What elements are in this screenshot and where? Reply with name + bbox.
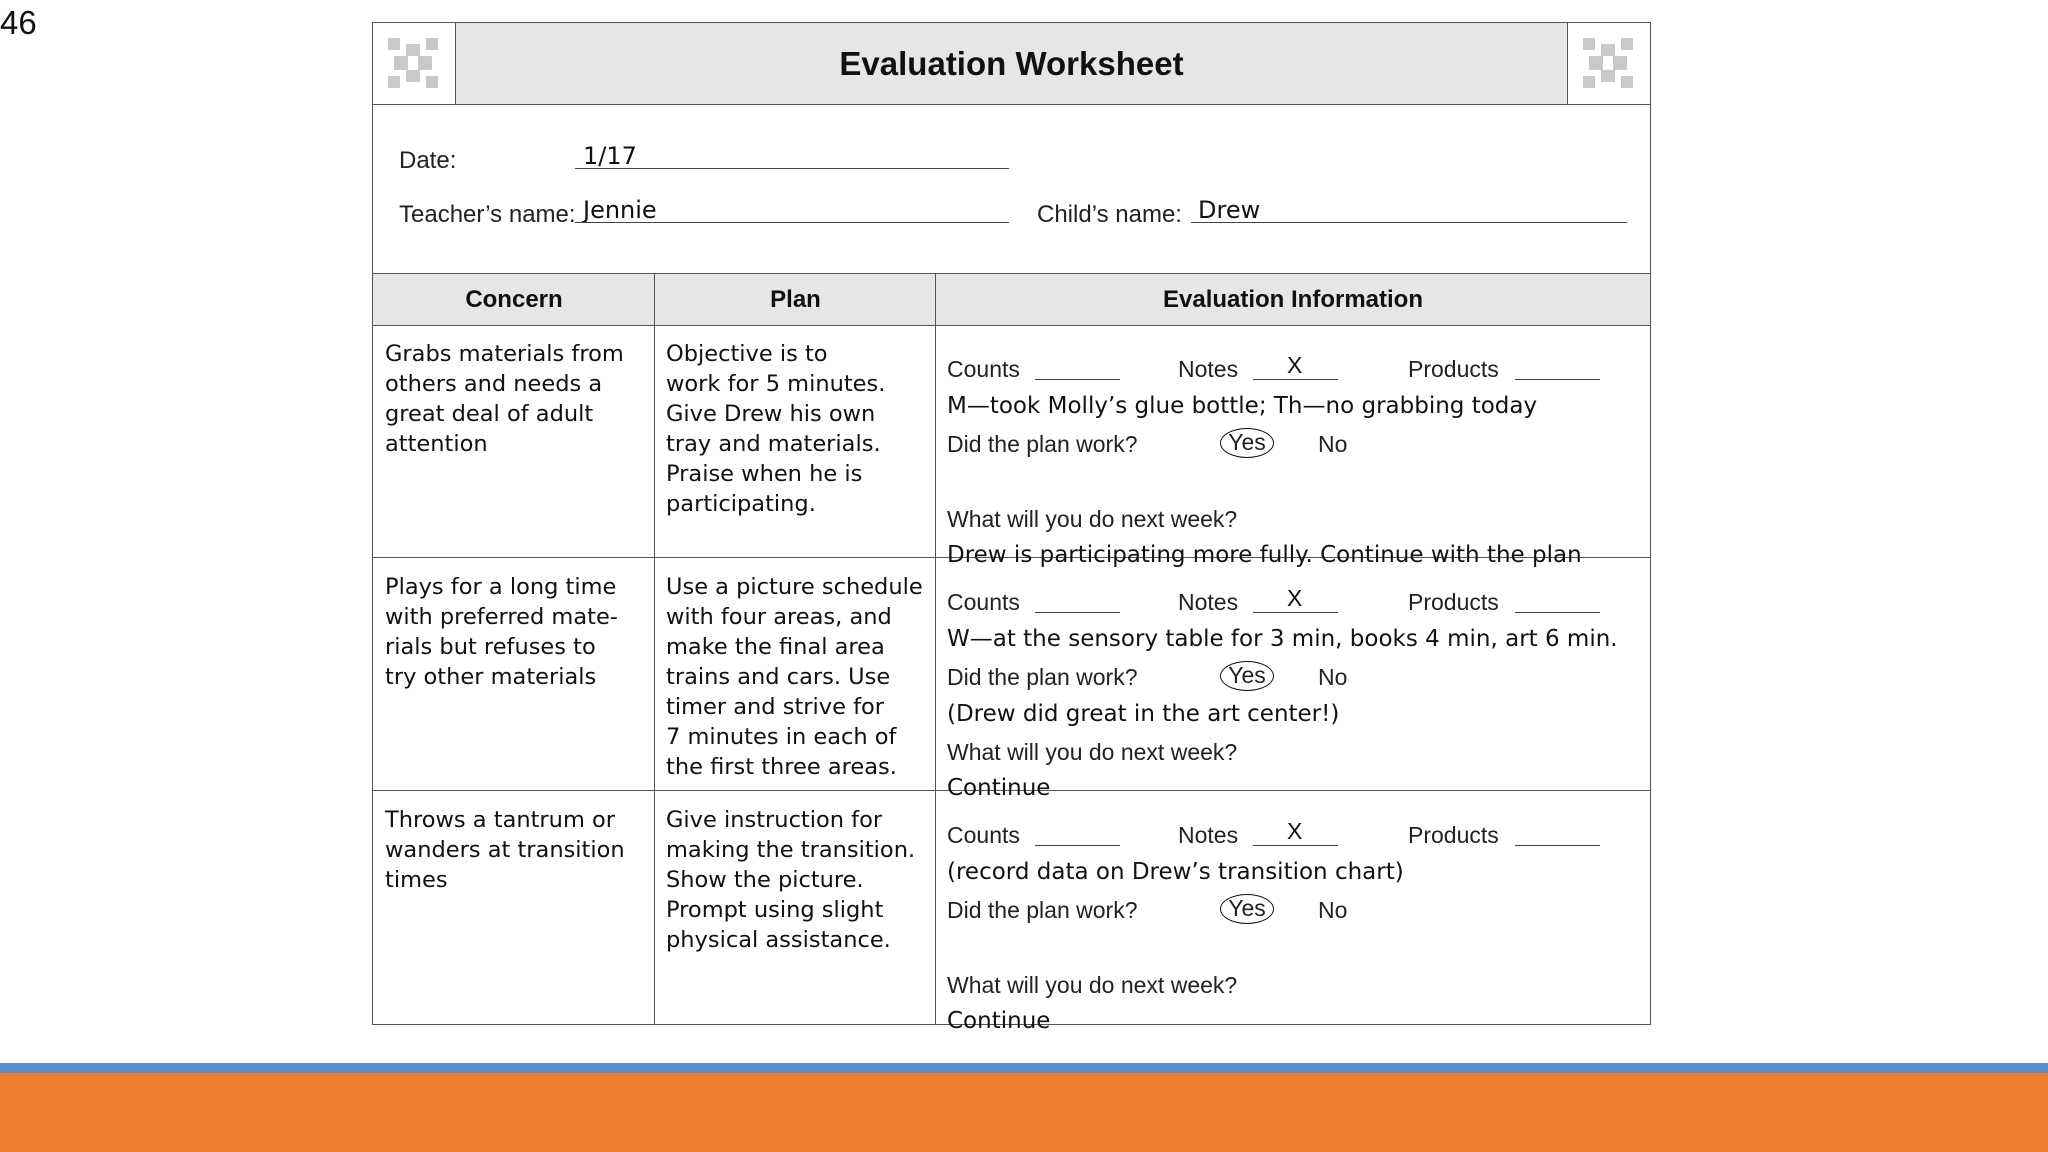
date-underline bbox=[575, 168, 1009, 169]
row3-concern: Throws a tantrum or wanders at transition times bbox=[385, 807, 625, 893]
date-value: 1/17 bbox=[583, 142, 637, 170]
row3-products-line bbox=[1515, 845, 1600, 846]
row3-counts-line bbox=[1035, 845, 1120, 846]
row2-counts-label: Counts bbox=[947, 589, 1020, 615]
row3-no: No bbox=[1318, 897, 1348, 923]
row1-next-week-answer: Drew is participating more fully. Continue with the plan bbox=[947, 542, 1582, 568]
row3-plan: Give instruction for making the transition. Show the picture. Prompt using slight physical assistance. bbox=[666, 807, 916, 953]
row3-notes-mark: X bbox=[1287, 818, 1303, 844]
column-divider bbox=[935, 273, 936, 1024]
slide-number: 46 bbox=[0, 4, 37, 41]
row3-yes-circled: Yes bbox=[1220, 894, 1274, 924]
header-evaluation: Evaluation Information bbox=[1162, 286, 1423, 313]
row2-extra-note: (Drew did great in the art center!) bbox=[947, 701, 1340, 727]
date-label: Date: bbox=[399, 147, 457, 174]
row2-plan: Use a picture schedule with four areas, and make the final area trains and cars. Use timer and strive for 7 minutes in each of the first three areas. bbox=[666, 574, 923, 780]
header-plan: Plan bbox=[770, 286, 821, 313]
header-right-logo bbox=[1567, 23, 1650, 104]
row2-products-label: Products bbox=[1408, 589, 1499, 615]
row1-products-line bbox=[1515, 379, 1600, 380]
worksheet-title: Evaluation Worksheet bbox=[839, 45, 1184, 82]
checker-logo-icon bbox=[1583, 38, 1635, 88]
row1-notes-line bbox=[1253, 379, 1338, 380]
row1-observation: M—took Molly’s glue bottle; Th—no grabbing today bbox=[947, 393, 1538, 419]
header-left-logo bbox=[373, 23, 456, 104]
child-label: Child’s name: bbox=[1037, 201, 1182, 228]
row1-did-plan-work: Did the plan work? bbox=[947, 431, 1138, 457]
row2-observation: W—at the sensory table for 3 min, books 4 min, art 6 min. bbox=[947, 626, 1618, 652]
evaluation-worksheet bbox=[372, 22, 1651, 1034]
row2-notes-mark: X bbox=[1287, 585, 1303, 611]
child-underline bbox=[1191, 222, 1627, 223]
child-value: Drew bbox=[1198, 196, 1261, 224]
row3-notes-line bbox=[1253, 845, 1338, 846]
row3-next-week-answer: Continue bbox=[947, 1008, 1051, 1034]
row1-products-label: Products bbox=[1408, 356, 1499, 382]
row3-notes-label: Notes bbox=[1178, 822, 1239, 848]
row2-concern: Plays for a long time with preferred mate- rials but refuses to try other materials bbox=[385, 574, 618, 690]
teacher-label: Teacher’s name: bbox=[399, 201, 576, 228]
row2-counts-line bbox=[1035, 612, 1120, 613]
row1-counts-line bbox=[1035, 379, 1120, 380]
row2-yes-circled: Yes bbox=[1220, 661, 1274, 691]
row1-counts-label: Counts bbox=[947, 356, 1020, 382]
teacher-value: Jennie bbox=[583, 196, 657, 224]
row2-no: No bbox=[1318, 664, 1348, 690]
row3-next-week-label: What will you do next week? bbox=[947, 972, 1238, 998]
row3-counts-label: Counts bbox=[947, 822, 1020, 848]
footer-orange-bar bbox=[0, 1073, 2048, 1152]
row1-no: No bbox=[1318, 431, 1348, 457]
row1-notes-label: Notes bbox=[1178, 356, 1239, 382]
row1-yes-circled: Yes bbox=[1220, 428, 1274, 458]
row1-notes-mark: X bbox=[1287, 352, 1303, 378]
row2-next-week-label: What will you do next week? bbox=[947, 739, 1238, 765]
footer-blue-bar bbox=[0, 1063, 2048, 1073]
row2-did-plan-work: Did the plan work? bbox=[947, 664, 1138, 690]
row3-observation: (record data on Drew’s transition chart) bbox=[947, 859, 1404, 885]
row2-notes-line bbox=[1253, 612, 1338, 613]
row1-plan: Objective is to work for 5 minutes. Give Drew his own tray and materials. Praise when he is participating. bbox=[666, 341, 886, 517]
table-header-row bbox=[373, 273, 1650, 326]
column-divider bbox=[654, 273, 655, 1024]
row3-products-label: Products bbox=[1408, 822, 1499, 848]
row1-concern: Grabs materials from others and needs a great deal of adult attention bbox=[385, 341, 624, 457]
row1-next-week-label: What will you do next week? bbox=[947, 506, 1238, 532]
header-concern: Concern bbox=[465, 286, 563, 313]
row2-products-line bbox=[1515, 612, 1600, 613]
worksheet-header bbox=[373, 23, 1650, 105]
row2-next-week-answer: Continue bbox=[947, 775, 1051, 801]
row2-notes-label: Notes bbox=[1178, 589, 1239, 615]
checker-logo-icon bbox=[388, 38, 440, 88]
row3-did-plan-work: Did the plan work? bbox=[947, 897, 1138, 923]
teacher-underline bbox=[575, 222, 1009, 223]
